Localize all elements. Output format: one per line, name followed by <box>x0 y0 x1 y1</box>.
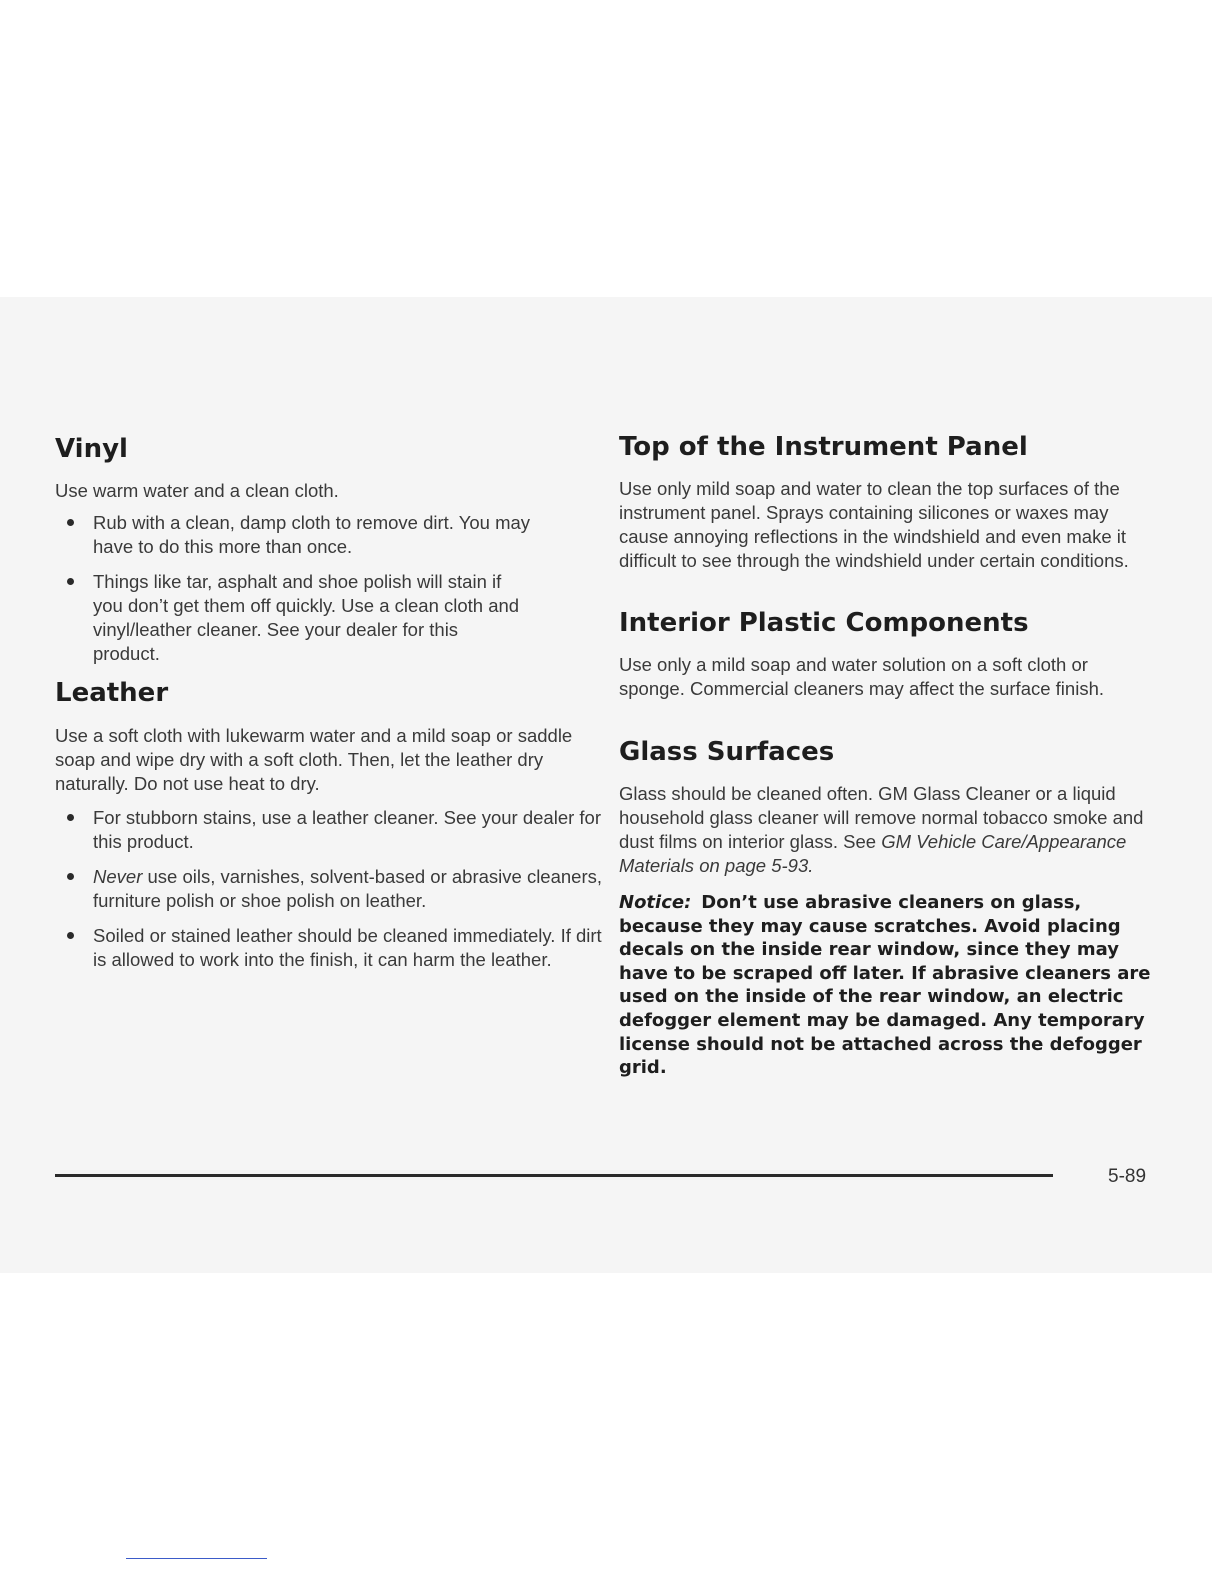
vinyl-intro: Use warm water and a clean cloth. <box>55 480 339 501</box>
leather-intro: Use a soft cloth with lukewarm water and a mild soap or saddle soap and wipe dry with a soft cloth. Then, let the leather dry naturally. Do not use heat to dry. <box>55 725 573 794</box>
vinyl-bullet-list <box>55 511 595 677</box>
notice-block <box>619 891 1159 1080</box>
footer-rule <box>55 1174 1053 1177</box>
plastic-body: Use only a mild soap and water solution on a soft cloth or sponge. Commercial cleaners may affect the surface finish. <box>619 654 1104 699</box>
bullet-icon <box>67 578 74 585</box>
bullet-text: use oils, varnishes, solvent-based or abrasive cleaners, furniture polish or shoe polish on leather. <box>93 866 603 911</box>
footer-link-line <box>126 1558 267 1559</box>
bullet-icon <box>67 932 74 939</box>
notice-label: Notice: <box>619 892 692 913</box>
glass-body <box>619 782 1154 878</box>
leather-heading: Leather <box>55 678 169 708</box>
list-item <box>55 924 603 972</box>
list-item <box>55 806 603 854</box>
never-emphasis: Never <box>93 866 143 887</box>
bullet-text: Rub with a clean, damp cloth to remove dirt. You may have to do this more than once. <box>93 512 531 557</box>
list-item <box>55 511 555 559</box>
bullet-text: Soiled or stained leather should be cleaned immediately. If dirt is allowed to work into the finish, it can harm the leather. <box>93 925 602 970</box>
bullet-icon <box>67 873 74 880</box>
vinyl-heading: Vinyl <box>55 434 128 464</box>
bullet-text: Things like tar, asphalt and shoe polish will stain if you don’t get them off quickly. Use a clean cloth and vinyl/leather cleaner. See your dealer for this product. <box>93 571 520 664</box>
notice-text: Don’t use abrasive cleaners on glass, because they may cause scratches. Avoid placing decals on the inside rear window, since they may have to be scraped off later. If abrasive cleaners are used on the inside of the rear window, an electric defogger element may be damaged. Any temporary license should not be attached across the defogger grid. <box>619 892 1151 1079</box>
glass-heading: Glass Surfaces <box>619 737 835 767</box>
bullet-icon <box>67 814 74 821</box>
glass-reference: GM Vehicle Care/Appearance Materials on page 5-93. <box>619 831 1127 876</box>
list-item <box>55 570 521 666</box>
bullet-icon <box>67 519 74 526</box>
page-number: 5-89 <box>1108 1166 1147 1187</box>
instrument-panel-heading: Top of the Instrument Panel <box>619 432 1028 462</box>
bullet-text: For stubborn stains, use a leather cleaner. See your dealer for this product. <box>93 807 602 852</box>
instrument-panel-body: Use only mild soap and water to clean the top surfaces of the instrument panel. Sprays containing silicones or waxes may cause annoying reflections in the windshield and even make it difficult to see through the windshield under certain conditions. <box>619 478 1129 571</box>
list-item <box>55 865 603 913</box>
glass-body-text: Glass should be cleaned often. GM Glass Cleaner or a liquid household glass cleaner will remove normal tobacco smoke and dust films on interior glass. See <box>619 783 1144 852</box>
leather-bullet-list <box>55 806 603 983</box>
plastic-heading: Interior Plastic Components <box>619 608 1029 638</box>
scanned-page <box>0 297 1212 1273</box>
